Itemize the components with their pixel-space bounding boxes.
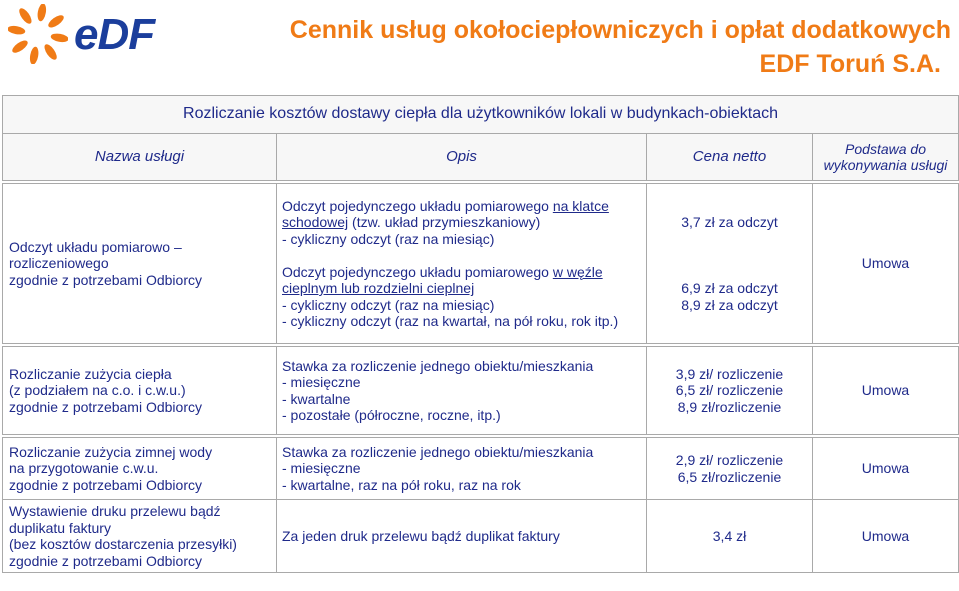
basis-cell: Umowa xyxy=(813,184,959,344)
edf-logo xyxy=(8,4,158,64)
service-name-cell: Rozliczanie zużycia zimnej wody na przygotowanie c.w.u. zgodnie z potrzebami Odbiorcy xyxy=(3,438,277,500)
column-header-desc: Opis xyxy=(277,134,647,181)
table-row xyxy=(3,438,959,500)
service-name-cell: Wystawienie druku przelewu bądź duplikatu faktury (bez kosztów dostarczenia przesyłki) zgodnie z potrzebami Odbiorcy xyxy=(3,500,277,573)
page-title: Cennik usług okołociepłowniczych i opłat dodatkowych xyxy=(289,16,951,44)
description-cell: Stawka za rozliczenie jednego obiektu/mieszkania - miesięczne - kwartalne, raz na pół roku, raz na rok xyxy=(277,438,647,500)
service-name-cell: Odczyt układu pomiarowo – rozliczeniowego zgodnie z potrzebami Odbiorcy xyxy=(3,184,277,344)
column-header-price: Cena netto xyxy=(647,134,813,181)
price-cell: 3,9 zł/ rozliczenie 6,5 zł/ rozliczenie 8,9 zł/rozliczenie xyxy=(647,347,813,435)
table-row xyxy=(3,500,959,573)
logo-text: eDF xyxy=(74,10,155,59)
column-header-row xyxy=(3,134,959,181)
table-row xyxy=(3,184,959,344)
basis-cell: Umowa xyxy=(813,347,959,435)
basis-cell: Umowa xyxy=(813,438,959,500)
price-cell: 3,7 zł za odczyt 6,9 zł za odczyt 8,9 zł za odczyt xyxy=(647,184,813,344)
edf-sun-icon xyxy=(8,4,68,64)
service-name-cell: Rozliczanie zużycia ciepła (z podziałem na c.o. i c.w.u.) zgodnie z potrzebami Odbiorcy xyxy=(3,347,277,435)
page-subtitle: EDF Toruń S.A. xyxy=(759,50,941,78)
price-cell: 3,4 zł xyxy=(647,500,813,573)
basis-cell: Umowa xyxy=(813,500,959,573)
table-row xyxy=(3,347,959,435)
section-header-row xyxy=(3,96,959,134)
column-header-name: Nazwa usługi xyxy=(3,134,277,181)
section-title: Rozliczanie kosztów dostawy ciepła dla użytkowników lokali w budynkach-obiektach xyxy=(3,96,959,134)
description-cell: Stawka za rozliczenie jednego obiektu/mieszkania - miesięczne - kwartalne - pozostałe (półroczne, roczne, itp.) xyxy=(277,347,647,435)
column-header-basis: Podstawa do wykonywania usługi xyxy=(813,134,959,181)
description-cell: Za jeden druk przelewu bądź duplikat faktury xyxy=(277,500,647,573)
price-table xyxy=(2,95,959,573)
price-cell: 2,9 zł/ rozliczenie 6,5 zł/rozliczenie xyxy=(647,438,813,500)
description-cell: Odczyt pojedynczego układu pomiarowego na klatce schodowej (tzw. układ przymieszkaniowy) - cykliczny odczyt (raz na miesiąc) Odczyt pojedynczego układu pomiarowego w węźle cieplnym lub rozdzielni cieplnej - cykliczny odczyt (raz na miesiąc) - cykliczny odczyt (raz na kwartał, na pół roku, rok itp.) xyxy=(277,184,647,344)
